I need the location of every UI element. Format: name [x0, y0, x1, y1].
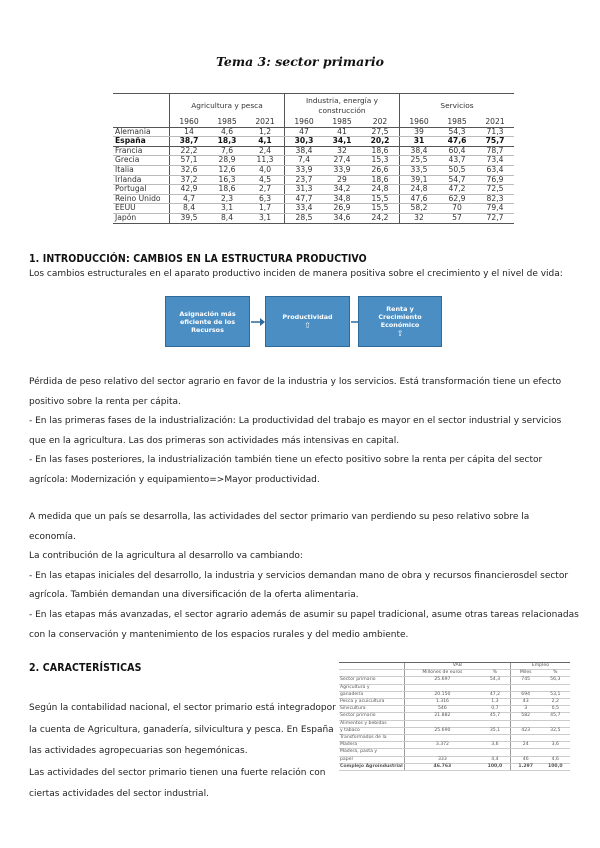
value-cell: 8,4 — [170, 204, 209, 214]
value-cell: 76,9 — [476, 175, 514, 185]
value-cell: 46.763 — [404, 763, 480, 770]
value-cell: 100,0 — [480, 763, 510, 770]
value-cell: 24,8 — [361, 185, 400, 195]
value-cell: 72,7 — [476, 213, 514, 223]
country-cell: Irlanda — [113, 175, 170, 185]
value-cell: 54,3 — [480, 677, 510, 684]
value-cell — [480, 720, 510, 727]
text-line: agrícola. También demandan una diversificación de la oferta alimentaria. — [29, 590, 359, 601]
text-line: Pérdida de peso relativo del sector agrario en favor de la industria y los servicios. Está transformación tiene un efecto — [29, 377, 562, 387]
group-header: Agricultura y pesca — [170, 94, 285, 119]
value-cell: 33,4 — [285, 204, 324, 214]
value-cell: 1.316 — [404, 699, 480, 706]
value-cell: 694 — [510, 691, 540, 698]
table-row — [339, 742, 570, 749]
year-header: 1985 — [208, 118, 246, 127]
value-cell: 24,8 — [400, 185, 439, 195]
value-cell: 82,3 — [476, 194, 514, 204]
row-label: Sector primario — [339, 677, 404, 684]
value-cell: 53,1 — [541, 691, 570, 698]
row-label: papel — [339, 756, 404, 763]
diagram-box-productivity — [265, 296, 350, 347]
year-header: 1960 — [285, 118, 324, 127]
value-cell: 78,7 — [476, 146, 514, 156]
value-cell: 4,0 — [246, 165, 285, 175]
country-cell: Francia — [113, 146, 170, 156]
year-header: 1985 — [323, 118, 361, 127]
value-cell — [480, 735, 510, 742]
diagram-box-label: Productividad — [282, 313, 333, 321]
agroindustrial-table — [339, 662, 570, 771]
value-cell: 47 — [285, 127, 324, 137]
value-cell: 25.697 — [404, 677, 480, 684]
table-row — [339, 684, 570, 691]
text-line: que en la agricultura. Las dos primeras son actividades más intensivas en capital. — [29, 435, 400, 446]
text-line: Según la contabilidad nacional, el sector primario está integradopor — [29, 703, 336, 713]
page-title: Tema 3: sector primario — [216, 54, 384, 69]
value-cell: 0,7 — [480, 706, 510, 713]
value-cell: 333 — [404, 756, 480, 763]
value-cell: 34,1 — [323, 137, 361, 147]
country-cell: Japón — [113, 213, 170, 223]
value-cell: 38,7 — [170, 137, 209, 147]
value-cell: 35,1 — [480, 727, 510, 734]
year-header: 1960 — [170, 118, 209, 127]
row-label: Alimentos y bebidas — [339, 720, 404, 727]
paragraph-development — [29, 508, 579, 645]
value-cell: 0,5 — [541, 706, 570, 713]
table-body — [113, 127, 514, 223]
value-cell: 32,5 — [541, 727, 570, 734]
value-cell: 43 — [510, 699, 540, 706]
sector-employment-table — [113, 93, 514, 224]
table-row — [339, 691, 570, 698]
table-row — [339, 699, 570, 706]
value-cell: 39,1 — [400, 175, 439, 185]
value-cell: 33,5 — [400, 165, 439, 175]
group-header: Servicios — [400, 94, 515, 119]
value-cell: 20,2 — [361, 137, 400, 147]
value-cell: 42,9 — [170, 185, 209, 195]
value-cell — [480, 749, 510, 756]
value-cell: 43,7 — [438, 156, 476, 166]
value-cell: 423 — [510, 727, 540, 734]
value-cell: 71,3 — [476, 127, 514, 137]
year-header: 1960 — [400, 118, 439, 127]
value-cell: 34,6 — [323, 213, 361, 223]
value-cell: 18,6 — [361, 146, 400, 156]
table-row — [113, 137, 514, 147]
value-cell: 25,5 — [400, 156, 439, 166]
subheader: Millones de euros — [404, 670, 480, 677]
value-cell: 3,1 — [246, 213, 285, 223]
value-cell: 4,6 — [541, 756, 570, 763]
diagram-box-label: Renta y Crecimiento Económico — [378, 305, 422, 329]
subheader: Miles — [510, 670, 540, 677]
value-cell: 1,3 — [480, 699, 510, 706]
value-cell: 3,1 — [208, 204, 246, 214]
table-row — [339, 727, 570, 734]
value-cell: 34,8 — [323, 194, 361, 204]
value-cell: 1.297 — [510, 763, 540, 770]
value-cell — [541, 749, 570, 756]
value-cell: 75,7 — [476, 137, 514, 147]
year-header: 1985 — [438, 118, 476, 127]
text-line: economía. — [29, 531, 76, 542]
table-row — [113, 204, 514, 214]
table-row — [339, 677, 570, 684]
value-cell: 57,1 — [170, 156, 209, 166]
value-cell: 3.372 — [404, 742, 480, 749]
up-arrow-icon: ⇧ — [304, 321, 311, 330]
value-cell — [404, 735, 480, 742]
group-header: Empleo — [510, 663, 570, 670]
value-cell: 47,6 — [400, 194, 439, 204]
table-row — [339, 713, 570, 720]
text-line: - En las primeras fases de la industrialización: La productividad del trabajo es mayor en el sector industrial y servicios — [29, 416, 562, 427]
value-cell: 46 — [510, 756, 540, 763]
table-row — [339, 720, 570, 727]
text-line: ciertas actividades del sector industrial. — [29, 789, 209, 799]
table-row — [113, 185, 514, 195]
value-cell: 32,6 — [170, 165, 209, 175]
value-cell: 23,7 — [285, 175, 324, 185]
table-row — [339, 706, 570, 713]
value-cell: 16,3 — [208, 175, 246, 185]
value-cell: 18,3 — [208, 137, 246, 147]
row-label: Transformados de la — [339, 735, 404, 742]
value-cell: 31 — [400, 137, 439, 147]
country-cell: Grecia — [113, 156, 170, 166]
value-cell: 72,5 — [476, 185, 514, 195]
value-cell: 27,4 — [323, 156, 361, 166]
value-cell: 7,6 — [208, 146, 246, 156]
value-cell: 58,2 — [400, 204, 439, 214]
value-cell: 47,2 — [438, 185, 476, 195]
value-cell: 1,2 — [246, 127, 285, 137]
group-header: Industria, energía y construcción — [285, 94, 400, 119]
row-label: Silvicultura — [339, 706, 404, 713]
row-label: Madera — [339, 742, 404, 749]
value-cell: 6,3 — [246, 194, 285, 204]
value-cell: 15,5 — [361, 194, 400, 204]
value-cell: 47,7 — [285, 194, 324, 204]
row-label: ganadería — [339, 691, 404, 698]
text-line: A medida que un país se desarrolla, las actividades del sector primario van perdiendo su peso relativo sobre la — [29, 512, 530, 522]
value-cell — [510, 735, 540, 742]
table-row — [339, 763, 570, 770]
value-cell: 27,5 — [361, 127, 400, 137]
value-cell — [541, 720, 570, 727]
value-cell: 2,7 — [246, 185, 285, 195]
value-cell — [404, 684, 480, 691]
table-row — [339, 735, 570, 742]
up-arrow-icon: ⇧ — [396, 329, 404, 338]
value-cell — [510, 749, 540, 756]
row-label: Madera, pasta y — [339, 749, 404, 756]
value-cell: 54,7 — [438, 175, 476, 185]
value-cell — [480, 684, 510, 691]
row-label: Pesca y acuicultura — [339, 699, 404, 706]
text-line: positivo sobre la renta per cápita. — [29, 396, 181, 407]
value-cell: 29 — [323, 175, 361, 185]
arrow-right-icon — [251, 317, 265, 327]
row-label: Sector primario — [339, 713, 404, 720]
value-cell: 25.690 — [404, 727, 480, 734]
value-cell: 73,4 — [476, 156, 514, 166]
value-cell: 32 — [400, 213, 439, 223]
value-cell: 7,4 — [285, 156, 324, 166]
paragraph-characteristics — [29, 698, 336, 806]
value-cell: 14 — [170, 127, 209, 137]
value-cell: 31,3 — [285, 185, 324, 195]
country-cell: Italia — [113, 165, 170, 175]
value-cell: 28,9 — [208, 156, 246, 166]
value-cell: 3,6 — [541, 742, 570, 749]
paragraph-structural-change — [29, 373, 561, 491]
country-cell: Alemania — [113, 127, 170, 137]
value-cell: 1,7 — [246, 204, 285, 214]
table-row — [113, 165, 514, 175]
value-cell: 39 — [400, 127, 439, 137]
text-line: - En las fases posteriores, la industrialización también tiene un efecto positivo sobre la renta per cápita del sector — [29, 455, 543, 466]
value-cell: 39,5 — [170, 213, 209, 223]
value-cell: 41 — [323, 127, 361, 137]
country-cell: Portugal — [113, 185, 170, 195]
row-label: Complejo Agroindustrial — [340, 763, 403, 769]
text-line: agrícola: Modernización y equipamiento=>Mayor productividad. — [29, 474, 320, 485]
value-cell: 2,3 — [208, 194, 246, 204]
value-cell: 15,5 — [361, 204, 400, 214]
value-cell: 2,2 — [541, 699, 570, 706]
value-cell: 56,3 — [541, 677, 570, 684]
value-cell: 745 — [510, 677, 540, 684]
value-cell: 4,7 — [170, 194, 209, 204]
intro-text: Los cambios estructurales en el aparato productivo inciden de manera positiva sobre el crecimiento y el nivel de vida: — [29, 269, 563, 279]
year-header: 2021 — [246, 118, 285, 127]
value-cell: 22,2 — [170, 146, 209, 156]
text-line: La contribución de la agricultura al desarrollo va cambiando: — [29, 551, 303, 562]
text-line: la cuenta de Agricultura, ganadería, silvicultura y pesca. En España — [29, 724, 334, 735]
text-line: - En las etapas iniciales del desarrollo, la industria y servicios demandan mano de obra y recursos financierosdel sector — [29, 570, 569, 581]
diagram-box-income — [358, 296, 442, 347]
table-body — [339, 677, 570, 771]
value-cell: 60,4 — [438, 146, 476, 156]
text-line: Las actividades del sector primario tienen una fuerte relación con — [29, 767, 326, 778]
country-cell: Reino Unido — [113, 194, 170, 204]
value-cell: 8,4 — [208, 213, 246, 223]
value-cell: 4,6 — [208, 127, 246, 137]
value-cell: 4,5 — [246, 175, 285, 185]
section-1-intro — [29, 265, 563, 285]
value-cell: 26,6 — [361, 165, 400, 175]
table-row — [113, 213, 514, 223]
value-cell: 12,6 — [208, 165, 246, 175]
country-cell: España — [113, 137, 170, 147]
value-cell: 34,2 — [323, 185, 361, 195]
subheader: % — [541, 670, 570, 677]
value-cell: 100,0 — [541, 763, 570, 770]
value-cell — [541, 684, 570, 691]
value-cell: 70 — [438, 204, 476, 214]
text-line: las actividades agropecuarias son hegemónicas. — [29, 746, 248, 756]
value-cell: 28,5 — [285, 213, 324, 223]
value-cell: 47,6 — [438, 137, 476, 147]
value-cell: 4,1 — [246, 137, 285, 147]
row-label: Agricultura y — [339, 684, 404, 691]
value-cell — [541, 735, 570, 742]
row-label: y tabaco — [339, 727, 404, 734]
value-cell — [404, 749, 480, 756]
section-2-heading: 2. CARACTERÍSTICAS — [29, 662, 142, 674]
year-header: 2021 — [476, 118, 514, 127]
value-cell: 38,4 — [400, 146, 439, 156]
value-cell: 18,6 — [208, 185, 246, 195]
value-cell — [510, 684, 540, 691]
diagram-box-resources — [165, 296, 250, 347]
value-cell: 32 — [323, 146, 361, 156]
value-cell: 57 — [438, 213, 476, 223]
value-cell: 54,3 — [438, 127, 476, 137]
value-cell: 582 — [510, 713, 540, 720]
value-cell: 24 — [510, 742, 540, 749]
value-cell: 3 — [510, 706, 540, 713]
text-line: - En las etapas más avanzadas, el sector agrario además de asumir su papel tradicional, asume otras tareas relacionadas — [29, 609, 579, 620]
value-cell: 33,9 — [323, 165, 361, 175]
value-cell: 11,3 — [246, 156, 285, 166]
value-cell — [510, 720, 540, 727]
value-cell: 546 — [404, 706, 480, 713]
value-cell: 3,6 — [480, 742, 510, 749]
subheader: % — [480, 670, 510, 677]
value-cell: 63,4 — [476, 165, 514, 175]
value-cell: 4,4 — [480, 756, 510, 763]
section-1-heading: 1. INTRODUCCIÓN: CAMBIOS EN LA ESTRUCTURA PRODUCTIVO — [29, 253, 367, 265]
value-cell: 15,3 — [361, 156, 400, 166]
text-line: con la conservación y mantenimiento de los espacios rurales y del medio ambiente. — [29, 629, 409, 640]
table-row — [339, 756, 570, 763]
country-cell: EEUU — [113, 204, 170, 214]
value-cell: 33,9 — [285, 165, 324, 175]
year-header: 202 — [361, 118, 400, 127]
diagram-box-label: Asignación más eficiente de los Recursos — [179, 309, 236, 334]
value-cell: 21.882 — [404, 713, 480, 720]
value-cell: 38,4 — [285, 146, 324, 156]
group-header: VAB — [404, 663, 510, 670]
value-cell: 47,2 — [480, 691, 510, 698]
value-cell: 45,7 — [480, 713, 510, 720]
value-cell: 26,9 — [323, 204, 361, 214]
value-cell — [404, 720, 480, 727]
value-cell: 30,3 — [285, 137, 324, 147]
table-corner — [113, 94, 170, 119]
table-row — [339, 749, 570, 756]
value-cell: 62,9 — [438, 194, 476, 204]
value-cell: 24,2 — [361, 213, 400, 223]
value-cell: 37,2 — [170, 175, 209, 185]
value-cell: 45,7 — [541, 713, 570, 720]
value-cell: 79,4 — [476, 204, 514, 214]
value-cell: 50,5 — [438, 165, 476, 175]
value-cell: 18,6 — [361, 175, 400, 185]
value-cell: 20.150 — [404, 691, 480, 698]
value-cell: 2,4 — [246, 146, 285, 156]
